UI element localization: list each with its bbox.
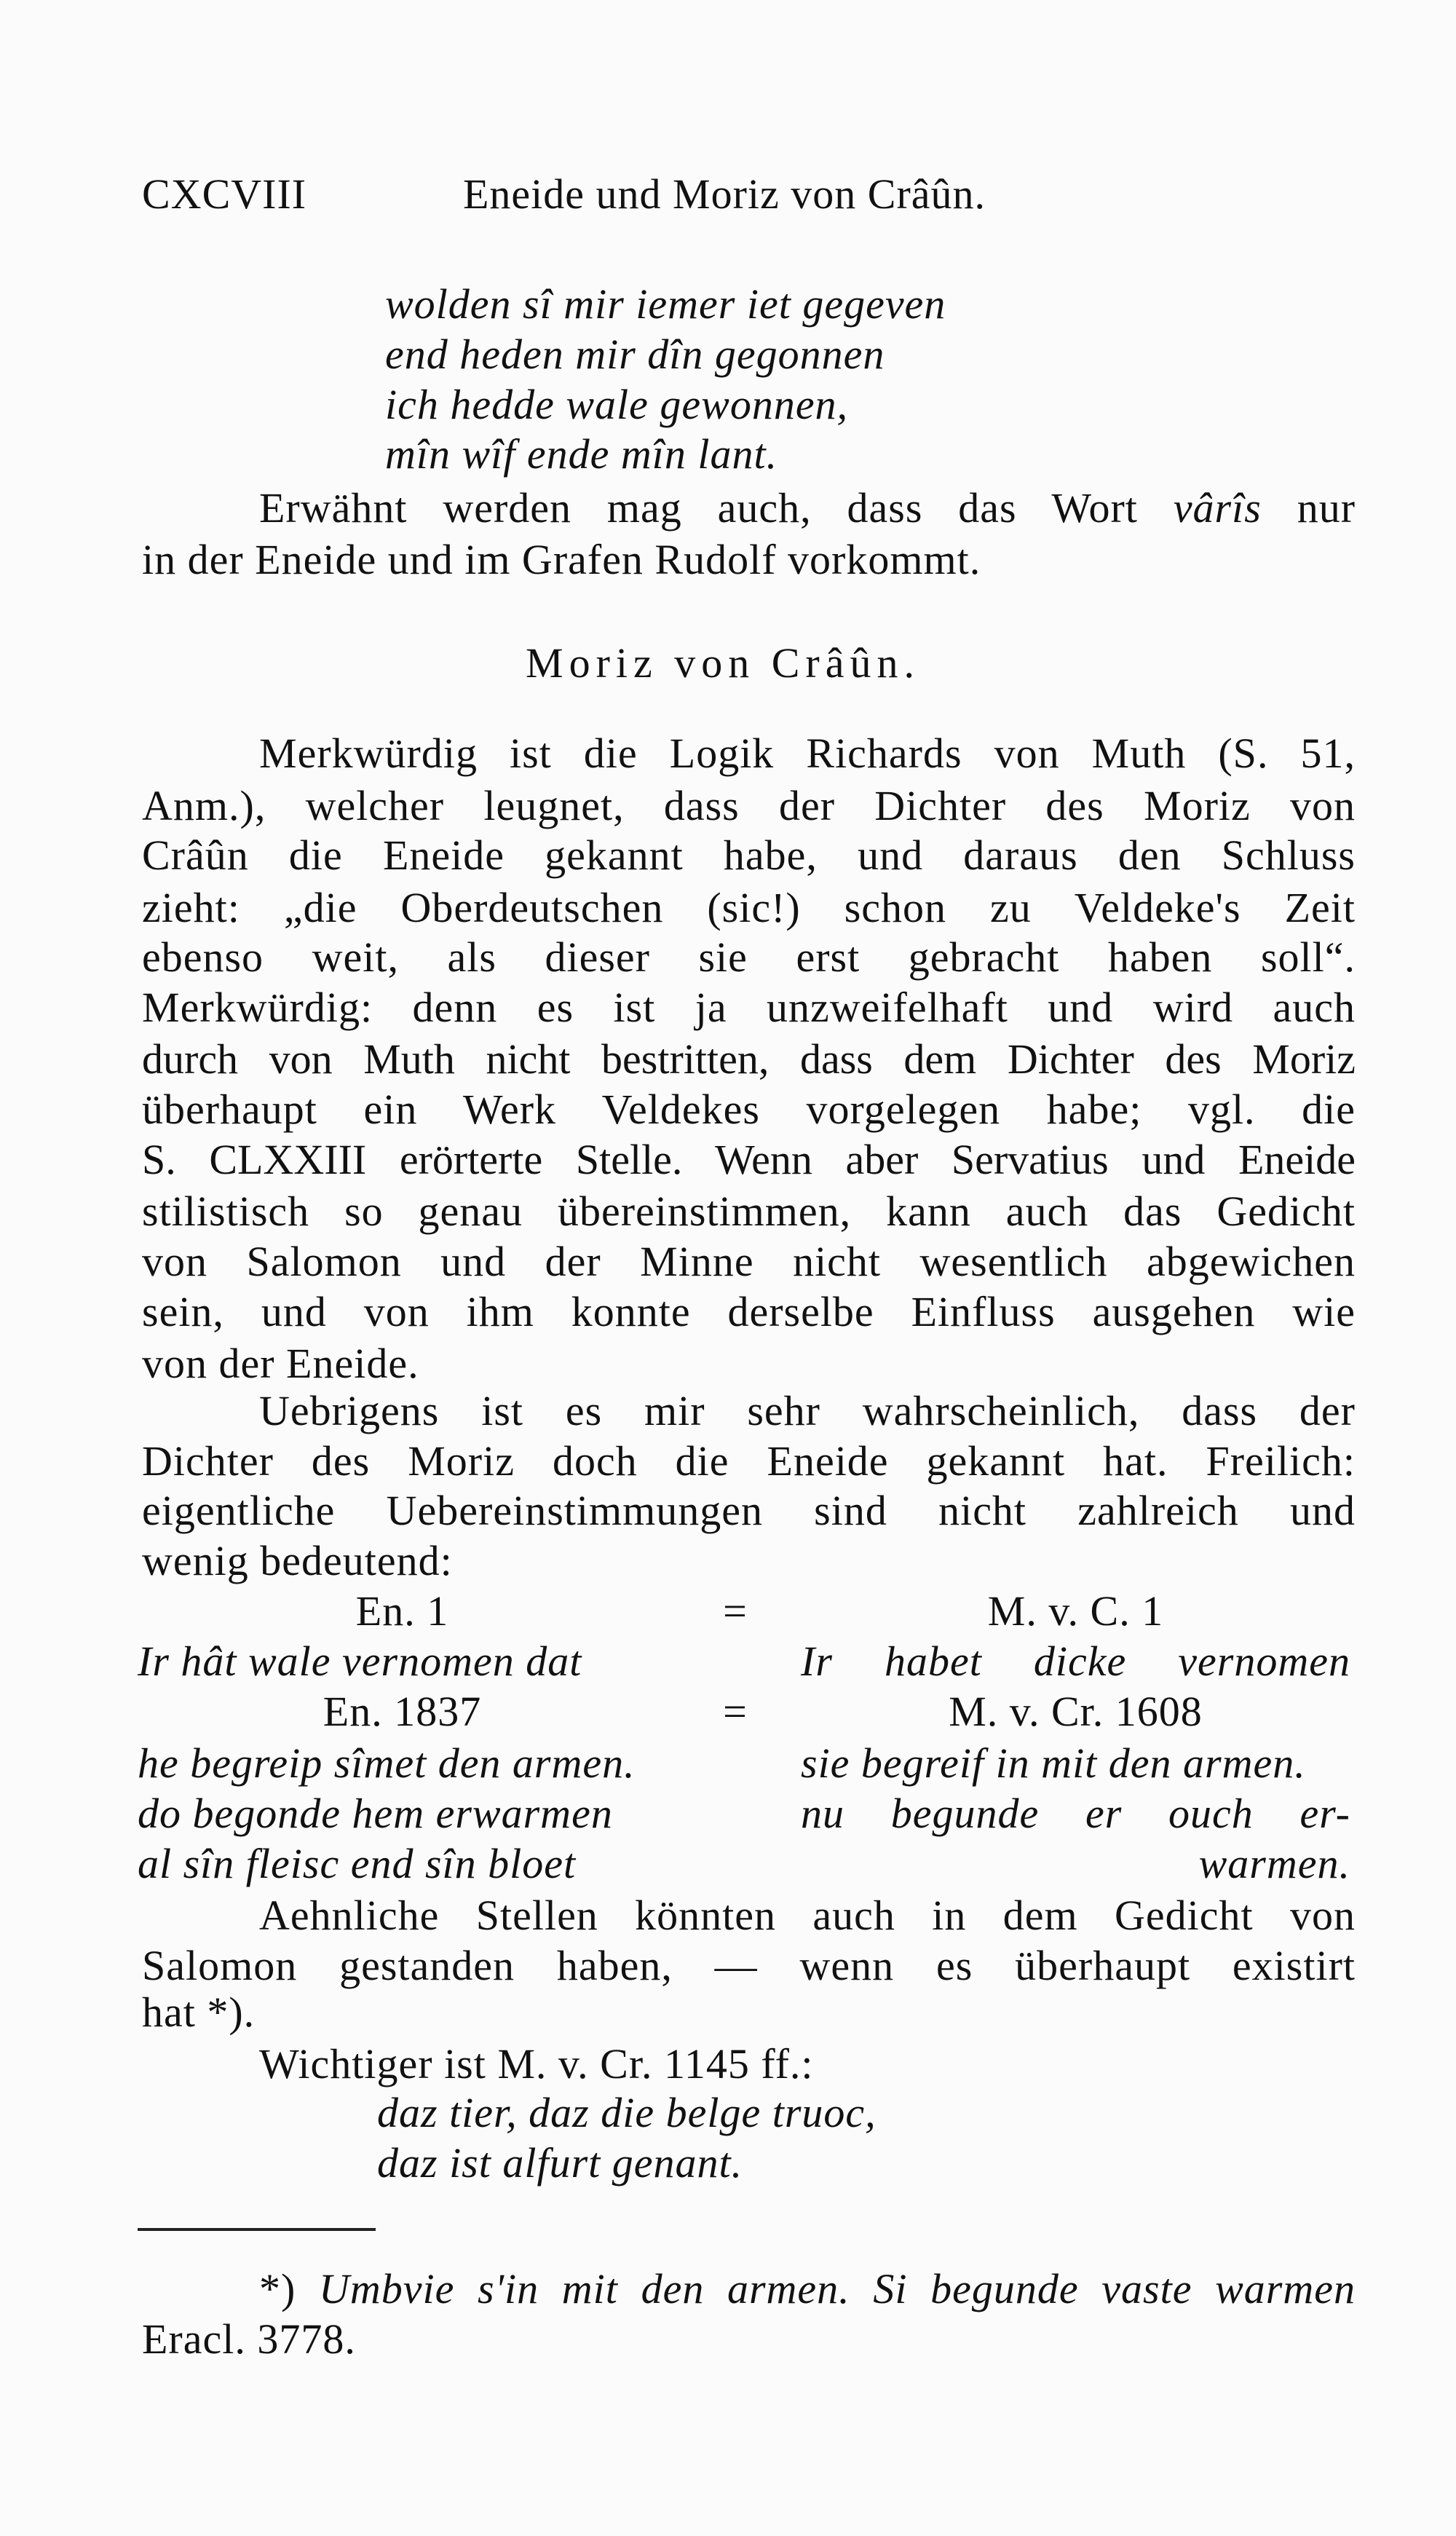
text: Erwähnt werden mag auch, dass das Wort <box>259 484 1138 532</box>
text-line: Merkwürdig ist die Logik Richards von Muth (S. 51, <box>259 730 1356 777</box>
section-heading: Moriz von Crâûn. <box>526 639 920 687</box>
text-line: in der Eneide und im Grafen Rudolf vorkommt. <box>142 536 981 583</box>
text-line: Aehnliche Stellen könnten auch in dem Gedicht von <box>259 1892 1356 1939</box>
verse-line: end heden mir dîn gegonnen <box>385 331 885 378</box>
equals-sign: = <box>723 1587 748 1635</box>
ref-left: En. 1837 <box>323 1688 482 1735</box>
footnote-line <box>259 2264 1356 2315</box>
quote-right: Ir habet dicke vernomen <box>801 1638 1350 1685</box>
footnote-text: Umbvie s'in mit den armen. Si begunde vaste warmen <box>319 2265 1356 2312</box>
verse-line: daz ist alfurt genant. <box>377 2139 743 2187</box>
quote-left: Ir hât wale vernomen dat <box>138 1638 582 1685</box>
text-line: Crâûn die Eneide gekannt habe, und daraus den Schluss <box>142 831 1356 879</box>
text-line: Anm.), welcher leugnet, dass der Dichter des Moriz von <box>142 782 1356 829</box>
text-line: Uebrigens ist es mir sehr wahrscheinlich, dass der <box>259 1387 1356 1434</box>
paragraph-5: Wichtiger ist M. v. Cr. 1145 ff.: <box>259 2040 814 2087</box>
verse-line: mîn wîf ende mîn lant. <box>385 430 778 478</box>
italic-word: vârîs <box>1173 484 1262 532</box>
equals-sign: = <box>723 1688 748 1735</box>
ref-left: En. 1 <box>355 1587 449 1635</box>
quote-right: sie begreif in mit den armen. <box>801 1739 1306 1787</box>
text: nur <box>1297 484 1356 532</box>
text-line: zieht: „die Oberdeutschen (sic!) schon zu Veldeke's Zeit <box>142 884 1356 931</box>
text-line: S. CLXXIII erörterte Stelle. Wenn aber Servatius und Eneide <box>142 1136 1356 1183</box>
text-line <box>259 483 1356 534</box>
text-line: wenig bedeutend: <box>142 1537 453 1584</box>
footnote-marker: *) <box>259 2265 296 2312</box>
text-line: eigentliche Uebereinstimmungen sind nicht zahlreich und <box>142 1487 1356 1534</box>
quote-right: nu begunde er ouch er- <box>801 1790 1350 1837</box>
verse-line: daz tier, daz die belge truoc, <box>377 2089 877 2136</box>
ref-right: M. v. Cr. 1608 <box>949 1688 1203 1735</box>
text-line: überhaupt ein Werk Veldekes vorgelegen habe; vgl. die <box>142 1086 1356 1133</box>
text-line: durch von Muth nicht bestritten, dass dem Dichter des Moriz <box>142 1035 1356 1083</box>
running-title: Eneide und Moriz von Crâûn. <box>463 170 986 218</box>
text-line: hat *). <box>142 1988 256 2036</box>
text-line: stilistisch so genau übereinstimmen, kann auch das Gedicht <box>142 1188 1356 1235</box>
text-line: Dichter des Moriz doch die Eneide gekannt hat. Freilich: <box>142 1437 1356 1485</box>
ref-right: M. v. C. 1 <box>987 1587 1164 1635</box>
quote-left: he begreip sîmet den armen. <box>138 1739 636 1787</box>
text-line: sein, und von ihm konnte derselbe Einfluss ausgehen wie <box>142 1288 1356 1335</box>
text-line: Salomon gestanden haben, — wenn es überhaupt existirt <box>142 1942 1356 1989</box>
text-line: Merkwürdig: denn es ist ja unzweifelhaft und wird auch <box>142 984 1356 1031</box>
page-number: CXCVIII <box>142 170 307 218</box>
footnote-ref: Eracl. 3778. <box>142 2315 356 2363</box>
verse-line: wolden sî mir iemer iet gegeven <box>385 280 946 328</box>
footnote-divider <box>138 2228 376 2231</box>
text-line: von der Eneide. <box>142 1340 419 1387</box>
text-line: ebenso weit, als dieser sie erst gebracht haben soll“. <box>142 933 1356 981</box>
quote-left: al sîn fleisc end sîn bloet <box>138 1840 577 1887</box>
quote-right: warmen. <box>1198 1840 1350 1887</box>
text-line: von Salomon und der Minne nicht wesentlich abgewichen <box>142 1238 1356 1285</box>
quote-left: do begonde hem erwarmen <box>138 1790 613 1837</box>
verse-line: ich hedde wale gewonnen, <box>385 381 849 428</box>
